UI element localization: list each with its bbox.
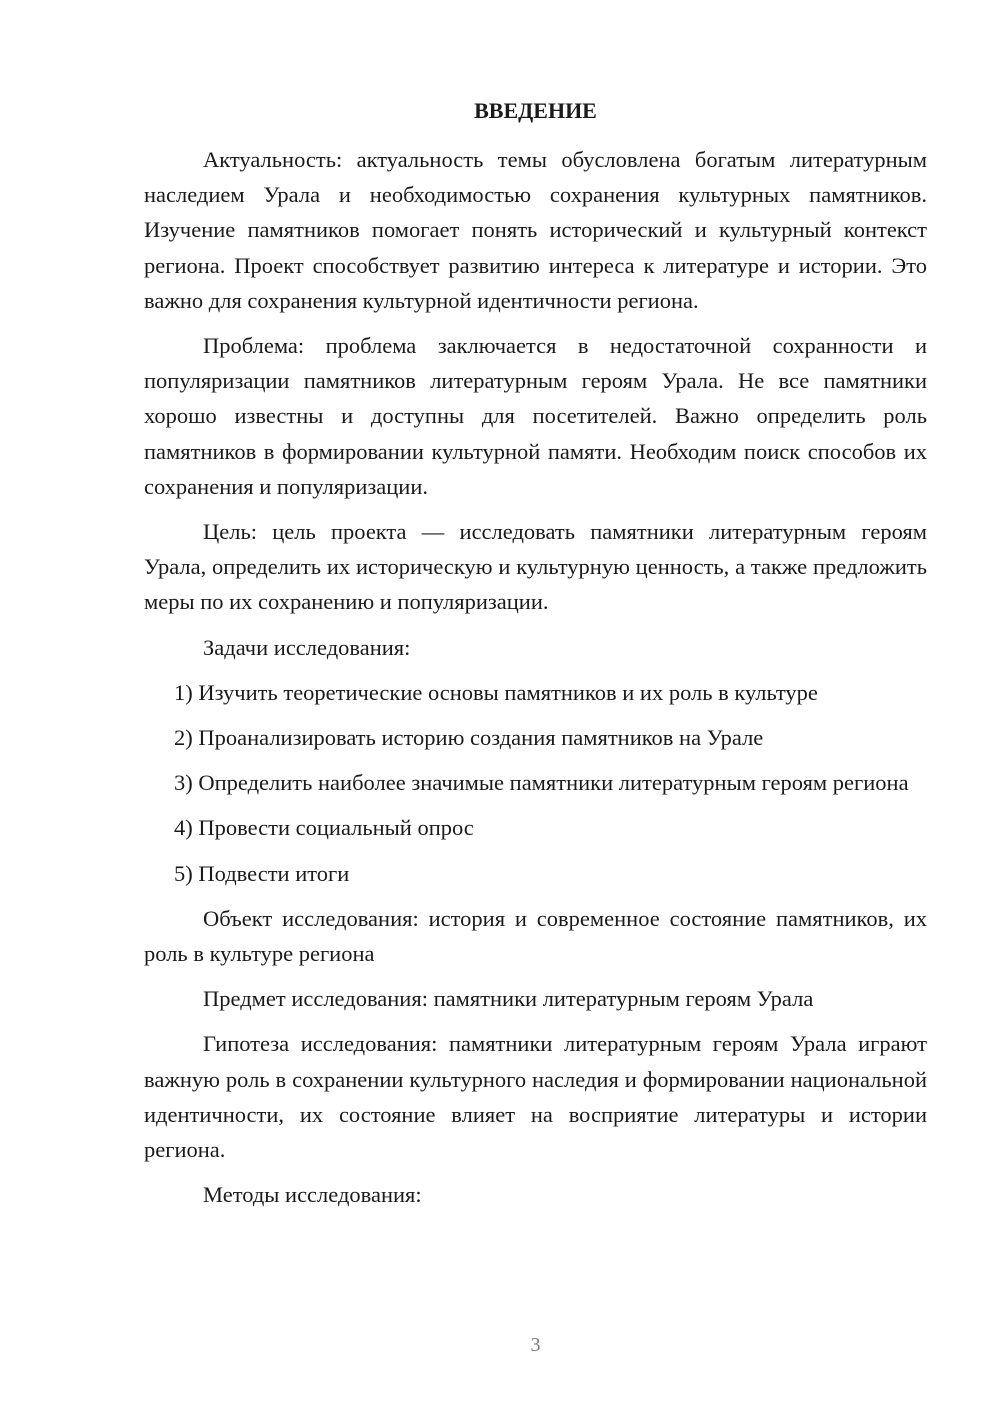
task-item: 1) Изучить теоретические основы памятников и их роль в культуре [174, 679, 818, 705]
paragraph-problem: Проблема: проблема заключается в недостаточной сохранности и популяризации памятников литературным героям Урала. Не все памятники хорошо известны и доступны для посетителей. Важно определить роль памятников в формировании культурной памяти. Необходим поиск способов их сохранения и популяризации. [144, 333, 927, 499]
paragraph-hypothesis: Гипотеза исследования: памятники литературным героям Урала играют важную роль в сохранении культурного наследия и формировании национальной идентичности, их состояние влияет на восприятие литературы и истории региона. [144, 1031, 927, 1163]
paragraph-methods: Методы исследования: [203, 1182, 422, 1208]
page-number: 3 [530, 1334, 541, 1356]
task-item: 5) Подвести итоги [174, 860, 350, 886]
page-title: ВВЕДЕНИЕ [474, 98, 597, 123]
task-item: 2) Проанализировать историю создания памятников на Урале [174, 725, 764, 751]
task-item: 4) Провести социальный опрос [174, 815, 474, 841]
paragraph-subject: Предмет исследования: памятники литературным героям Урала [203, 986, 814, 1012]
document-page [144, 0, 927, 1414]
paragraph-goal: Цель: цель проекта — исследовать памятники литературным героям Урала, определить их историческую и культурную ценность, а также предложить меры по их сохранению и популяризации. [144, 519, 927, 615]
task-item: 3) Определить наиболее значимые памятники литературным героям региона [174, 770, 909, 796]
document-body [144, 142, 927, 1222]
paragraph-tasks-heading: Задачи исследования: [203, 634, 411, 660]
paragraph-object: Объект исследования: история и современное состояние памятников, их роль в культуре региона [144, 905, 927, 967]
paragraph-relevance: Актуальность: актуальность темы обусловлена богатым литературным наследием Урала и необходимостью сохранения культурных памятников. Изучение памятников помогает понять исторический и культурный контекст региона. Проект способствует развитию интереса к литературе и истории. Это важно для сохранения культурной идентичности региона. [144, 147, 927, 313]
